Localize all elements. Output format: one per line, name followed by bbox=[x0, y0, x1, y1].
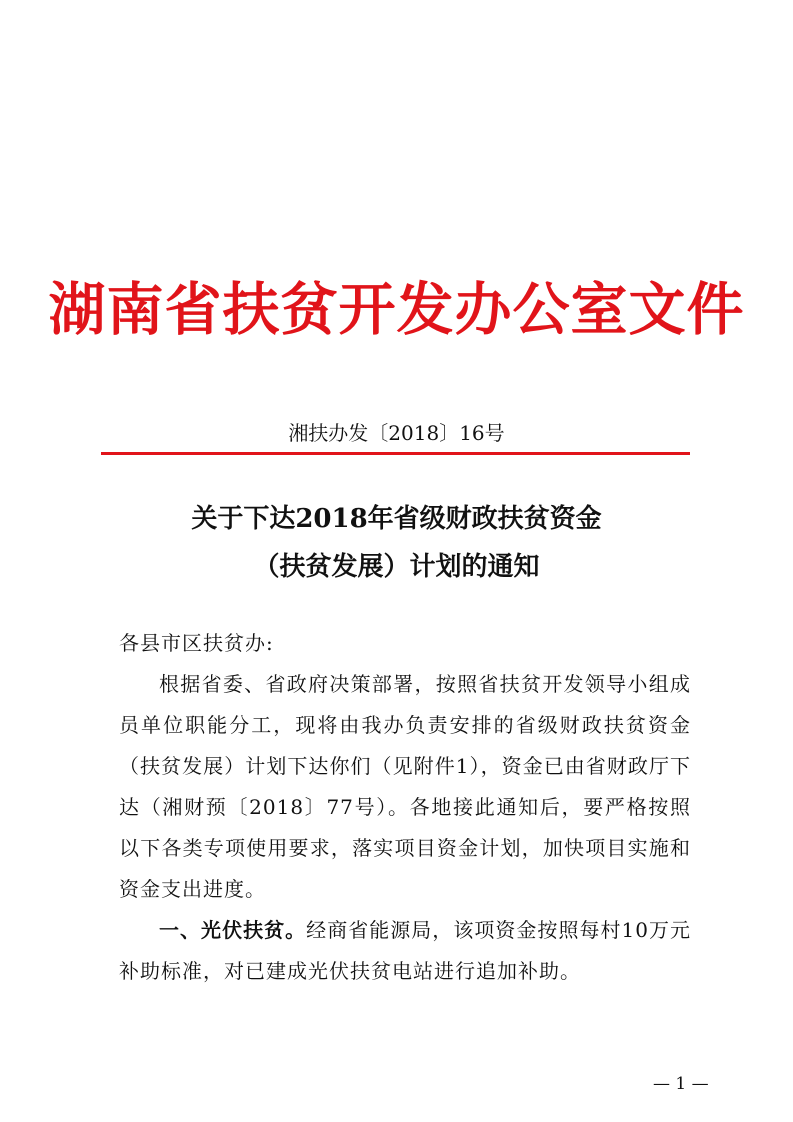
salutation: 各县市区扶贫办: bbox=[119, 631, 274, 655]
notice-title bbox=[0, 495, 793, 591]
section-1-text: 经商省能源局，该项资金按照每村10万元补助标准，对已建成光伏扶贫电站进行追加补助。 bbox=[119, 918, 692, 983]
section-1-heading: 一、光伏扶贫。 bbox=[159, 918, 307, 942]
body-paragraph-1: 根据省委、省政府决策部署，按照省扶贫开发领导小组成员单位职能分工，现将由我办负责安排的省级财政扶贫资金（扶贫发展）计划下达你们（见附件1），资金已由省财政厅下达（湘财预〔2018〕77号）。各地接此通知后，要严格按照以下各类专项使用要求，落实项目资金计划，加快项目实施和资金支出进度。 bbox=[119, 672, 691, 901]
document-number: 湘扶办发〔2018〕16号 bbox=[288, 421, 505, 445]
document-body bbox=[119, 623, 691, 992]
section-1-paragraph bbox=[119, 910, 691, 992]
page-number: — 1 — bbox=[653, 1074, 709, 1094]
notice-title-line-1: 关于下达2018年省级财政扶贫资金 bbox=[191, 504, 602, 534]
document-header-title: 湖南省扶贫开发办公室文件 bbox=[48, 277, 745, 343]
notice-title-line-2: （扶贫发展）计划的通知 bbox=[253, 552, 540, 582]
red-divider-line bbox=[101, 452, 690, 455]
